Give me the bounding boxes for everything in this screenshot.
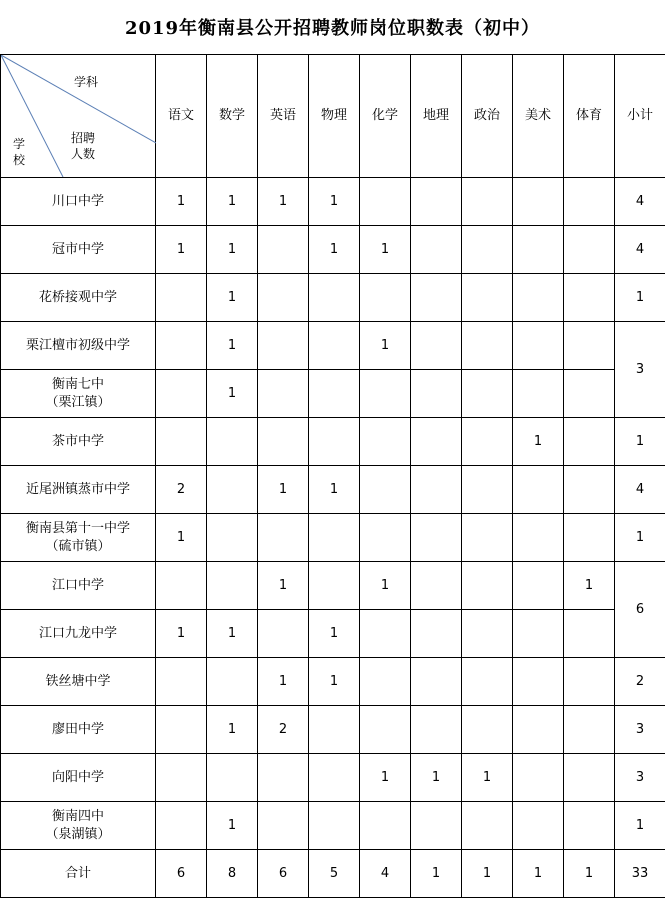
count-cell: [411, 658, 462, 706]
school-name-cell: [1, 370, 156, 418]
count-cell: [207, 754, 258, 802]
count-cell: [411, 610, 462, 658]
count-cell: [360, 370, 411, 418]
count-cell: [156, 658, 207, 706]
count-cell: [513, 274, 564, 322]
corner-header: [1, 55, 156, 178]
school-name: 衡南七中: [51, 376, 104, 392]
count-cell: [462, 610, 513, 658]
subtotal-cell: 1: [615, 418, 665, 466]
school-name: 向阳中学: [51, 769, 104, 785]
count-cell: [564, 418, 615, 466]
count-cell: 1: [309, 178, 360, 226]
school-name: 江口中学: [51, 577, 104, 593]
school-name: 川口中学: [51, 193, 104, 209]
school-name: 衡南四中: [51, 808, 104, 824]
school-name-cell: [1, 706, 156, 754]
subtotal-cell: 3: [615, 754, 665, 802]
subject-header: 地理: [411, 55, 462, 178]
total-count-cell: 5: [309, 850, 360, 898]
count-cell: [564, 706, 615, 754]
count-cell: [513, 658, 564, 706]
count-cell: [360, 610, 411, 658]
subtotal-cell: 1: [615, 274, 665, 322]
count-cell: 2: [156, 466, 207, 514]
count-cell: [513, 562, 564, 610]
school-name-cell: [1, 418, 156, 466]
corner-recruit-label-1: 招聘: [71, 131, 96, 145]
count-cell: [462, 418, 513, 466]
count-cell: [513, 610, 564, 658]
count-cell: [513, 370, 564, 418]
count-cell: 1: [309, 610, 360, 658]
count-cell: [564, 610, 615, 658]
subject-header: 英语: [258, 55, 309, 178]
count-cell: 1: [360, 322, 411, 370]
count-cell: [411, 226, 462, 274]
count-cell: [207, 658, 258, 706]
count-cell: 2: [258, 706, 309, 754]
count-cell: [360, 802, 411, 850]
count-cell: [309, 754, 360, 802]
table-row: [1, 610, 665, 658]
count-cell: [360, 274, 411, 322]
count-cell: [564, 370, 615, 418]
total-row: [1, 850, 665, 898]
count-cell: [360, 658, 411, 706]
count-cell: 1: [258, 658, 309, 706]
count-cell: [564, 754, 615, 802]
count-cell: [462, 370, 513, 418]
count-cell: 1: [360, 562, 411, 610]
school-location: （栗江镇）: [45, 394, 111, 410]
school-name-cell: [1, 322, 156, 370]
count-cell: [513, 706, 564, 754]
subject-header: 物理: [309, 55, 360, 178]
count-cell: [360, 466, 411, 514]
count-cell: [360, 418, 411, 466]
table-row: [1, 178, 665, 226]
count-cell: [258, 754, 309, 802]
school-name: 栗江檀市初级中学: [25, 337, 130, 353]
total-count-cell: 1: [411, 850, 462, 898]
school-name: 近尾洲镇蒸市中学: [25, 481, 130, 497]
corner-school-label-1: 学: [13, 137, 26, 151]
count-cell: 1: [258, 562, 309, 610]
table-row: [1, 802, 665, 850]
count-cell: [564, 514, 615, 562]
school-name: 衡南县第十一中学: [25, 520, 130, 536]
count-cell: 1: [207, 274, 258, 322]
school-name-cell: [1, 610, 156, 658]
total-count-cell: 1: [462, 850, 513, 898]
count-cell: [462, 658, 513, 706]
school-name-cell: [1, 754, 156, 802]
school-name: 花桥接观中学: [38, 289, 117, 305]
school-name-cell: [1, 226, 156, 274]
school-name: 铁丝塘中学: [45, 673, 111, 689]
count-cell: 1: [207, 802, 258, 850]
school-name-cell: [1, 274, 156, 322]
table-row: [1, 322, 665, 370]
corner-school-label-2: 校: [13, 153, 26, 167]
subject-header: 语文: [156, 55, 207, 178]
school-name: 廖田中学: [51, 721, 104, 737]
table-row: [1, 754, 665, 802]
count-cell: [156, 370, 207, 418]
school-name-cell: [1, 514, 156, 562]
count-cell: [411, 418, 462, 466]
count-cell: [207, 562, 258, 610]
subject-header: 体育: [564, 55, 615, 178]
count-cell: 1: [258, 178, 309, 226]
subtotal-cell: 4: [615, 226, 665, 274]
table-row: [1, 466, 665, 514]
table-body: [1, 178, 665, 898]
count-cell: [309, 514, 360, 562]
page-title: 2019年衡南县公开招聘教师岗位职数表（初中）: [124, 18, 541, 39]
count-cell: [360, 178, 411, 226]
school-name: 冠市中学: [51, 241, 104, 257]
count-cell: [207, 418, 258, 466]
school-name-cell: [1, 466, 156, 514]
count-cell: [411, 274, 462, 322]
count-cell: [411, 370, 462, 418]
total-label: 合计: [1, 850, 156, 898]
count-cell: [156, 562, 207, 610]
count-cell: 1: [156, 178, 207, 226]
grand-total-cell: 33: [615, 850, 665, 898]
subject-header: 政治: [462, 55, 513, 178]
total-count-cell: 1: [513, 850, 564, 898]
count-cell: 1: [207, 706, 258, 754]
count-cell: [258, 514, 309, 562]
count-cell: [411, 802, 462, 850]
count-cell: 1: [156, 226, 207, 274]
count-cell: 1: [207, 610, 258, 658]
count-cell: [156, 418, 207, 466]
count-cell: [258, 418, 309, 466]
count-cell: [258, 370, 309, 418]
count-cell: 1: [360, 754, 411, 802]
total-count-cell: 8: [207, 850, 258, 898]
count-cell: 1: [207, 178, 258, 226]
count-cell: [564, 226, 615, 274]
count-cell: [258, 274, 309, 322]
school-location: （泉湖镇）: [45, 826, 111, 842]
subtotal-cell: 2: [615, 658, 665, 706]
count-cell: [411, 178, 462, 226]
count-cell: 1: [309, 658, 360, 706]
count-cell: [462, 706, 513, 754]
count-cell: [513, 754, 564, 802]
count-cell: [564, 466, 615, 514]
count-cell: [513, 178, 564, 226]
count-cell: 1: [309, 466, 360, 514]
table-row: [1, 706, 665, 754]
count-cell: [411, 466, 462, 514]
count-cell: [564, 274, 615, 322]
count-cell: [258, 610, 309, 658]
total-count-cell: 6: [156, 850, 207, 898]
count-cell: 1: [513, 418, 564, 466]
table-row: [1, 226, 665, 274]
school-name: 茶市中学: [51, 433, 104, 449]
count-cell: [411, 562, 462, 610]
corner-recruit-label-2: 人数: [71, 147, 96, 161]
count-cell: 1: [462, 754, 513, 802]
count-cell: [207, 466, 258, 514]
count-cell: [360, 706, 411, 754]
total-count-cell: 6: [258, 850, 309, 898]
count-cell: [462, 226, 513, 274]
header-row: [1, 55, 665, 178]
count-cell: [564, 802, 615, 850]
count-cell: [462, 178, 513, 226]
count-cell: [309, 370, 360, 418]
count-cell: [462, 802, 513, 850]
count-cell: [156, 754, 207, 802]
count-cell: [564, 178, 615, 226]
school-name-cell: [1, 562, 156, 610]
subtotal-cell: 3: [615, 322, 665, 418]
count-cell: 1: [207, 370, 258, 418]
school-name-cell: [1, 802, 156, 850]
count-cell: 1: [156, 610, 207, 658]
school-name-cell: [1, 178, 156, 226]
count-cell: [513, 466, 564, 514]
total-count-cell: 1: [564, 850, 615, 898]
count-cell: 1: [207, 226, 258, 274]
count-cell: [258, 226, 309, 274]
count-cell: [258, 322, 309, 370]
total-count-cell: 4: [360, 850, 411, 898]
count-cell: [411, 514, 462, 562]
table-row: [1, 514, 665, 562]
table-row: [1, 658, 665, 706]
school-location: （硫市镇）: [45, 538, 111, 554]
count-cell: 1: [156, 514, 207, 562]
count-cell: [513, 322, 564, 370]
count-cell: [411, 706, 462, 754]
school-name: 江口九龙中学: [38, 625, 117, 641]
count-cell: [156, 802, 207, 850]
subtotal-cell: 4: [615, 178, 665, 226]
recruitment-table: [0, 54, 665, 898]
subtotal-cell: 1: [615, 514, 665, 562]
subtotal-cell: 4: [615, 466, 665, 514]
count-cell: [156, 706, 207, 754]
subject-header: 化学: [360, 55, 411, 178]
count-cell: [309, 322, 360, 370]
count-cell: [411, 322, 462, 370]
count-cell: [360, 514, 411, 562]
subtotal-cell: 3: [615, 706, 665, 754]
count-cell: [462, 274, 513, 322]
count-cell: [156, 274, 207, 322]
count-cell: [309, 802, 360, 850]
table-row: [1, 418, 665, 466]
count-cell: 1: [207, 322, 258, 370]
count-cell: [513, 802, 564, 850]
subject-header: 数学: [207, 55, 258, 178]
count-cell: 1: [258, 466, 309, 514]
count-cell: 1: [564, 562, 615, 610]
table-row: [1, 562, 665, 610]
count-cell: [207, 514, 258, 562]
count-cell: [309, 274, 360, 322]
count-cell: [462, 466, 513, 514]
count-cell: [258, 802, 309, 850]
count-cell: 1: [360, 226, 411, 274]
count-cell: [462, 562, 513, 610]
subtotal-cell: 6: [615, 562, 665, 658]
count-cell: [156, 322, 207, 370]
count-cell: [513, 514, 564, 562]
table-row: [1, 370, 665, 418]
count-cell: [462, 514, 513, 562]
count-cell: [462, 322, 513, 370]
count-cell: [309, 418, 360, 466]
school-name-cell: [1, 658, 156, 706]
count-cell: [564, 322, 615, 370]
table-row: [1, 274, 665, 322]
subtotal-cell: 1: [615, 802, 665, 850]
count-cell: [309, 562, 360, 610]
count-cell: 1: [411, 754, 462, 802]
count-cell: [564, 658, 615, 706]
count-cell: [309, 706, 360, 754]
count-cell: [513, 226, 564, 274]
subject-header: 美术: [513, 55, 564, 178]
corner-subject-label: 学科: [74, 75, 99, 89]
subtotal-header: 小计: [615, 55, 665, 178]
count-cell: 1: [309, 226, 360, 274]
